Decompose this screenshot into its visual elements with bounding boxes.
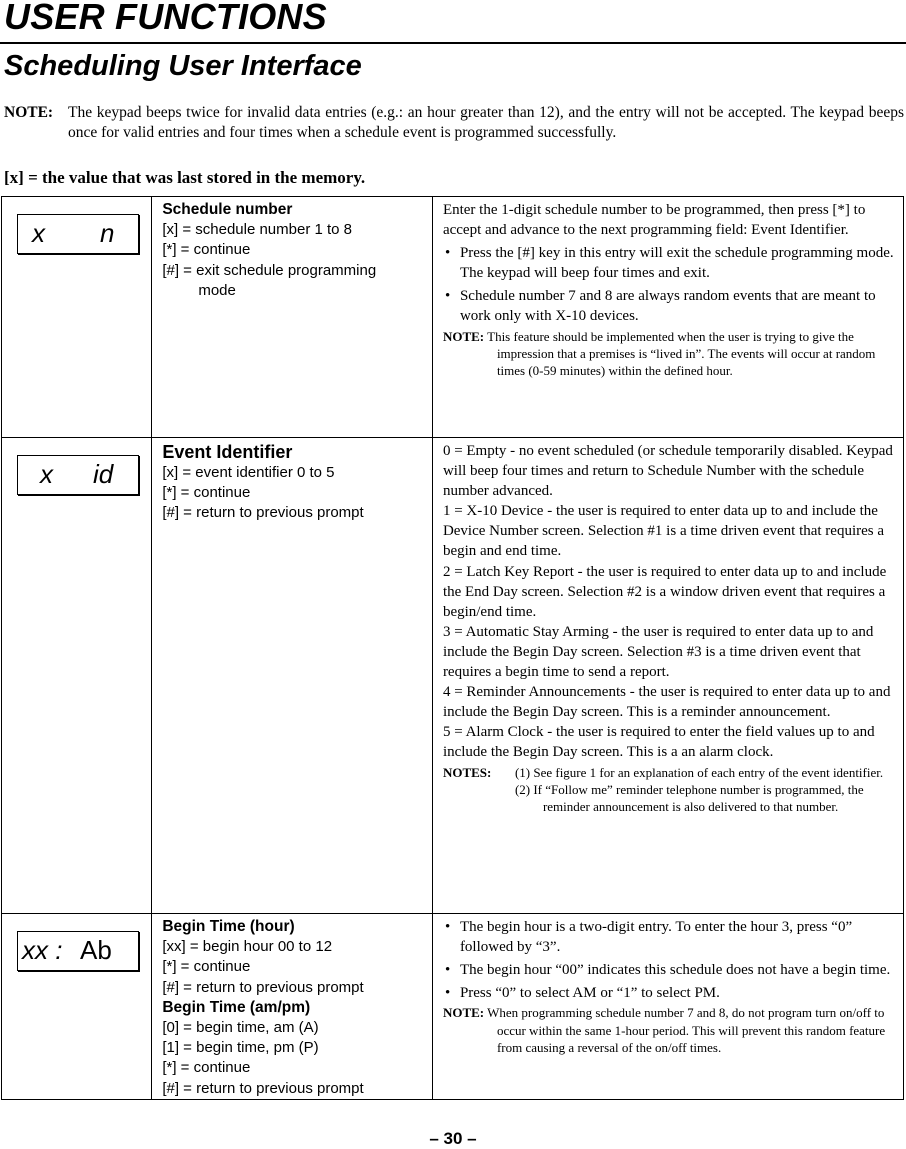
prompt-line: [0] = begin time, am (A) <box>162 1019 319 1037</box>
description-bullet: • Press “0” to select AM or “1” to select PM. <box>443 983 901 1003</box>
intro-note-label: NOTE: <box>4 104 54 121</box>
note-item: (1) See figure 1 for an explanation of each entry of the event identifier. <box>514 764 884 780</box>
display-cell <box>2 438 152 914</box>
prompt-title: Schedule number <box>162 201 293 218</box>
description-bullet: • Schedule number 7 and 8 are always random events that are meant to work only with X-10 devices. <box>443 286 901 326</box>
description-notes <box>443 764 901 816</box>
description-intro: Enter the 1-digit schedule number to be programmed, then press [*] to accept and advance to the next programming field: Event Identifier. <box>442 202 866 239</box>
description-bullet: • The begin hour “00” indicates this schedule does not have a begin time. <box>443 960 901 980</box>
display-left: x <box>40 459 53 489</box>
table-row <box>2 197 904 438</box>
description-note <box>443 328 901 380</box>
event-option: 2 = Latch Key Report - the user is required to enter data up to and include the End Day screen. Selection #2 is a window driven event that requires a begin/end time. <box>442 563 887 620</box>
prompt-line: [*] = continue <box>162 484 251 502</box>
note-text: When programming schedule number 7 and 8, do not program turn on/off to occur within the same 1-hour period. This will prevent this random feature from causing a reversal of the on/off times. <box>487 1005 886 1056</box>
prompt-line: [#] = return to previous prompt <box>162 504 364 522</box>
prompt-line: [#] = exit schedule programming <box>162 261 377 279</box>
event-option: 4 = Reminder Announcements - the user is required to enter data up to and include the Begin Day screen. This is a reminder announcement. <box>442 684 891 721</box>
display-cell <box>2 197 152 438</box>
prompt-line: [x] = event identifier 0 to 5 <box>162 464 335 481</box>
note-item: (2) If “Follow me” reminder telephone number is programmed, the reminder announcement is also delivered to that number. <box>514 781 864 815</box>
display-left: x <box>32 218 45 248</box>
prompt-line: [*] = continue <box>162 1059 251 1077</box>
prompt-line: [#] = return to previous prompt <box>162 978 364 996</box>
description-cell <box>432 197 903 438</box>
prompt-cell <box>152 197 433 438</box>
prompt-title: Begin Time (hour) <box>162 918 295 935</box>
memory-legend: [x] = the value that was last stored in the memory. <box>4 168 366 187</box>
programming-table <box>1 196 904 1100</box>
keypad-display <box>17 455 139 495</box>
event-option: 0 = Empty - no event scheduled (or schedule temporarily disabled. Keypad will beep four times and return to Schedule Number with the schedule number advanced. <box>442 443 893 500</box>
prompt-line: [xx] = begin hour 00 to 12 <box>162 938 333 956</box>
note-text: This feature should be implemented when the user is trying to give the impression that a premises is “lived in”. The events will occur at random times (0-59 minutes) within the defined hour. <box>487 328 876 379</box>
keypad-display <box>17 214 139 254</box>
title-divider <box>0 42 906 44</box>
prompt-cell <box>152 914 433 1100</box>
prompt-line: [*] = continue <box>162 958 251 976</box>
notes-label: NOTES: <box>442 764 492 780</box>
prompt-cell <box>152 438 433 914</box>
event-option: 5 = Alarm Clock - the user is required to enter the field values up to and include the Begin Day screen. This is a an alarm clock. <box>442 724 875 761</box>
table-row <box>2 438 904 914</box>
note-label: NOTE: <box>442 1005 485 1021</box>
prompt-line: [x] = schedule number 1 to 8 <box>162 221 353 239</box>
prompt-line: [#] = return to previous prompt <box>162 1079 364 1097</box>
description-bullet: • Press the [#] key in this entry will exit the schedule programming mode. The keypad will beep four times and exit. <box>443 243 901 283</box>
display-cell <box>2 914 152 1100</box>
display-right: id <box>93 459 114 489</box>
prompt-line: mode <box>198 281 236 299</box>
event-option: 1 = X-10 Device - the user is required to enter data up to and include the Device Number screen. Selection #1 is a time driven event that requires a begin and end time. <box>442 503 885 560</box>
intro-note-text: The keypad beeps twice for invalid data entries (e.g.: an hour greater than 12), and the entry will not be accepted. The keypad beeps once for valid entries and four times when a schedule event is programmed successfully. <box>68 104 904 141</box>
keypad-display <box>17 931 139 971</box>
section-title: USER FUNCTIONS <box>4 0 327 37</box>
description-cell <box>432 438 903 914</box>
description-note <box>443 1004 901 1056</box>
prompt-title: Event Identifier <box>162 442 293 462</box>
display-right: n <box>100 218 115 248</box>
description-bullet: • The begin hour is a two-digit entry. To enter the hour 3, press “0” followed by “3”. <box>443 917 901 957</box>
display-left: xx : <box>22 935 63 965</box>
prompt-line: [*] = continue <box>162 241 251 259</box>
prompt-title: Begin Time (am/pm) <box>162 998 311 1016</box>
page-number: – 30 – <box>429 1129 477 1148</box>
table-row <box>2 914 904 1100</box>
event-option: 3 = Automatic Stay Arming - the user is required to enter data up to and include the Begin Day screen. Selection #3 is a time driven event that requires a begin time to send a report. <box>442 623 874 681</box>
note-label: NOTE: <box>442 328 485 344</box>
intro-note <box>4 103 904 143</box>
description-cell <box>432 914 903 1100</box>
prompt-line: [1] = begin time, pm (P) <box>162 1039 319 1057</box>
section-subtitle: Scheduling User Interface <box>4 50 362 82</box>
display-right: Ab <box>80 935 112 965</box>
